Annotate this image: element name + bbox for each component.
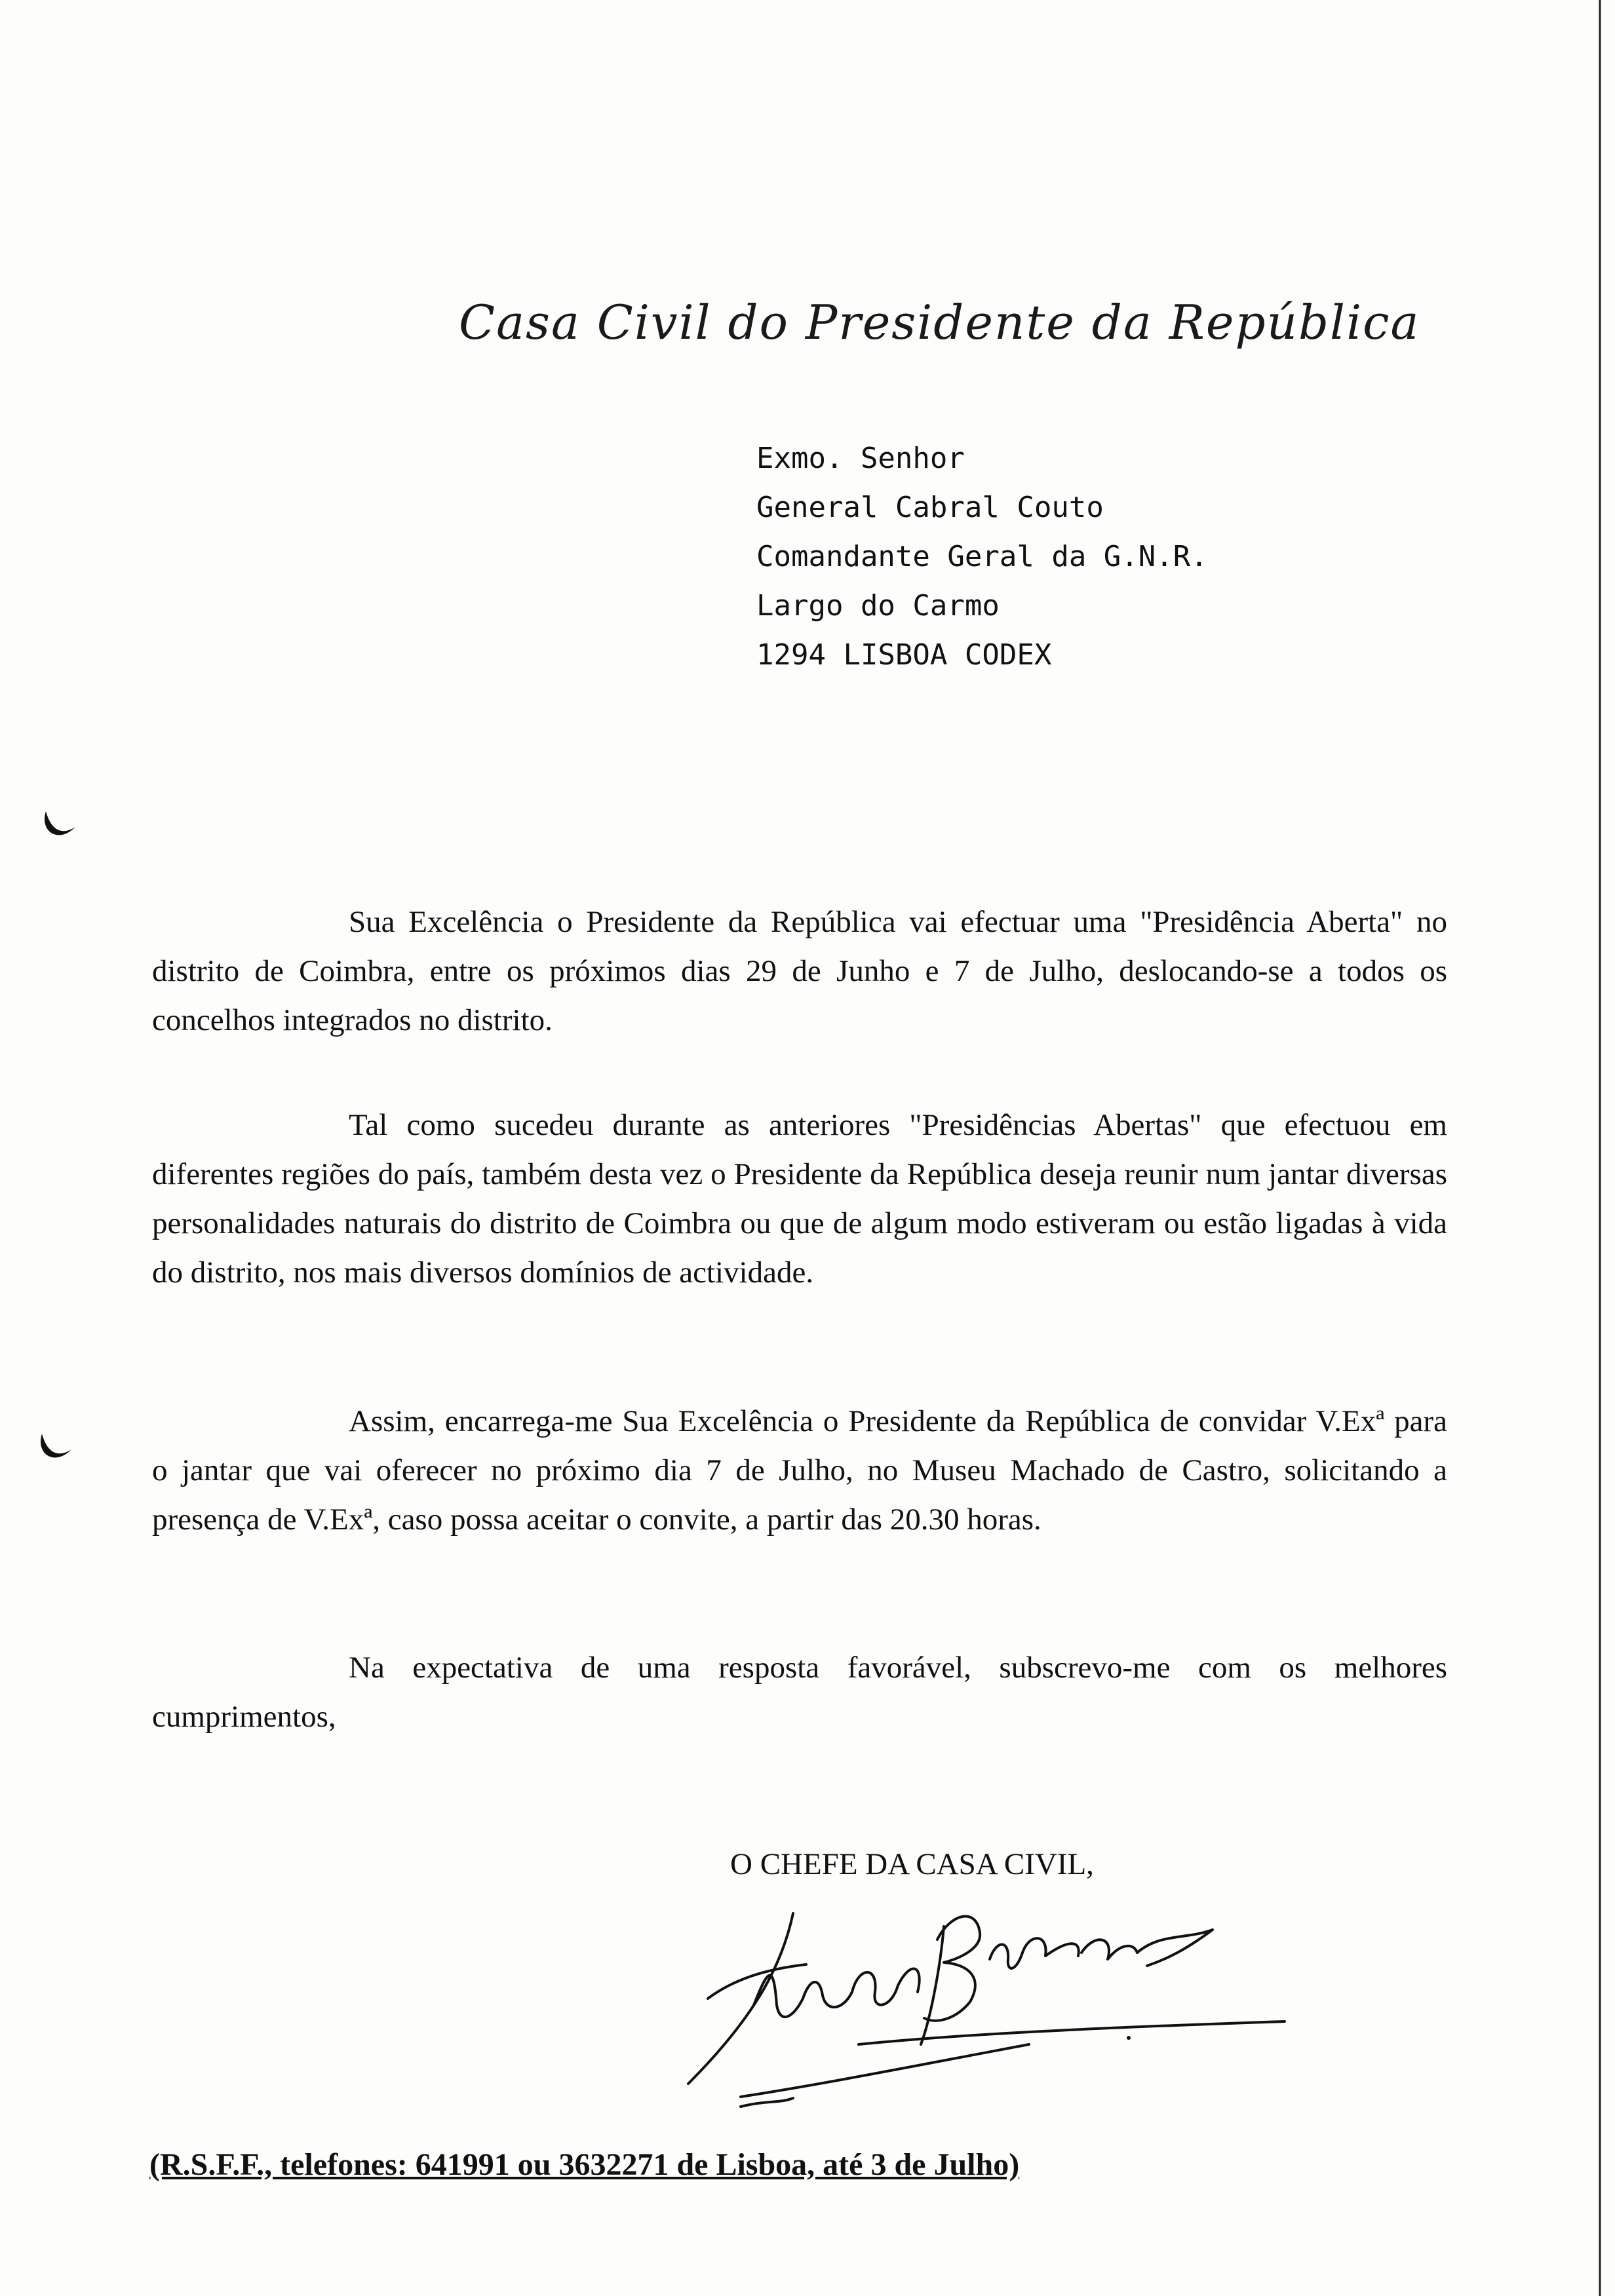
recipient-salutation: Exmo. Senhor xyxy=(756,442,965,475)
paragraph-1 xyxy=(152,898,1447,1045)
footer-note: (R.S.F.F., telefones: 641991 ou 3632271 de Lisboa, até 3 de Julho) xyxy=(149,2147,1020,2182)
margin-hole-mark-icon xyxy=(35,1428,75,1468)
recipient-name: General Cabral Couto xyxy=(756,491,1104,524)
page-edge-line xyxy=(1598,0,1602,2296)
paragraph-4 xyxy=(152,1643,1447,1742)
recipient-title: Comandante Geral da G.N.R. xyxy=(756,540,1208,573)
recipient-street: Largo do Carmo xyxy=(756,589,1000,622)
recipient-address xyxy=(756,434,1208,679)
closing-title: O CHEFE DA CASA CIVIL, xyxy=(730,1847,1094,1881)
paragraph-1-text: Sua Excelência o Presidente da República vai efectuar uma "Presidência Aberta" no distrito de Coimbra, entre os próximos dias 29 de Junho e 7 de Julho, deslocando-se a todos os concelhos integrados no distrito. xyxy=(152,905,1447,1037)
paragraph-3-text: Assim, encarrega-me Sua Excelência o Presidente da República de convidar V.Exª para o jantar que vai oferecer no próximo dia 7 de Julho, no Museu Machado de Castro, solicitando a presença de V.Exª, caso possa aceitar o convite, a partir das 20.30 horas. xyxy=(152,1404,1447,1537)
paragraph-2 xyxy=(152,1101,1447,1297)
margin-hole-mark-icon xyxy=(39,806,79,845)
letterhead: Casa Civil do Presidente da República xyxy=(459,295,1420,350)
handwritten-signature xyxy=(662,1887,1291,2123)
paragraph-2-text: Tal como sucedeu durante as anteriores "Presidências Abertas" que efectuou em diferentes regiões do país, também desta vez o Presidente da República deseja reunir num jantar diversas personalidades naturais do distrito de Coimbra ou que de algum modo estiveram ou estão ligadas à vida do distrito, nos mais diversos domínios de actividade. xyxy=(152,1108,1447,1290)
recipient-city: 1294 LISBOA CODEX xyxy=(756,638,1052,672)
paragraph-4-text: Na expectativa de uma resposta favorável, subscrevo-me com os melhores cumprimentos, xyxy=(152,1651,1447,1734)
paragraph-3 xyxy=(152,1397,1447,1544)
